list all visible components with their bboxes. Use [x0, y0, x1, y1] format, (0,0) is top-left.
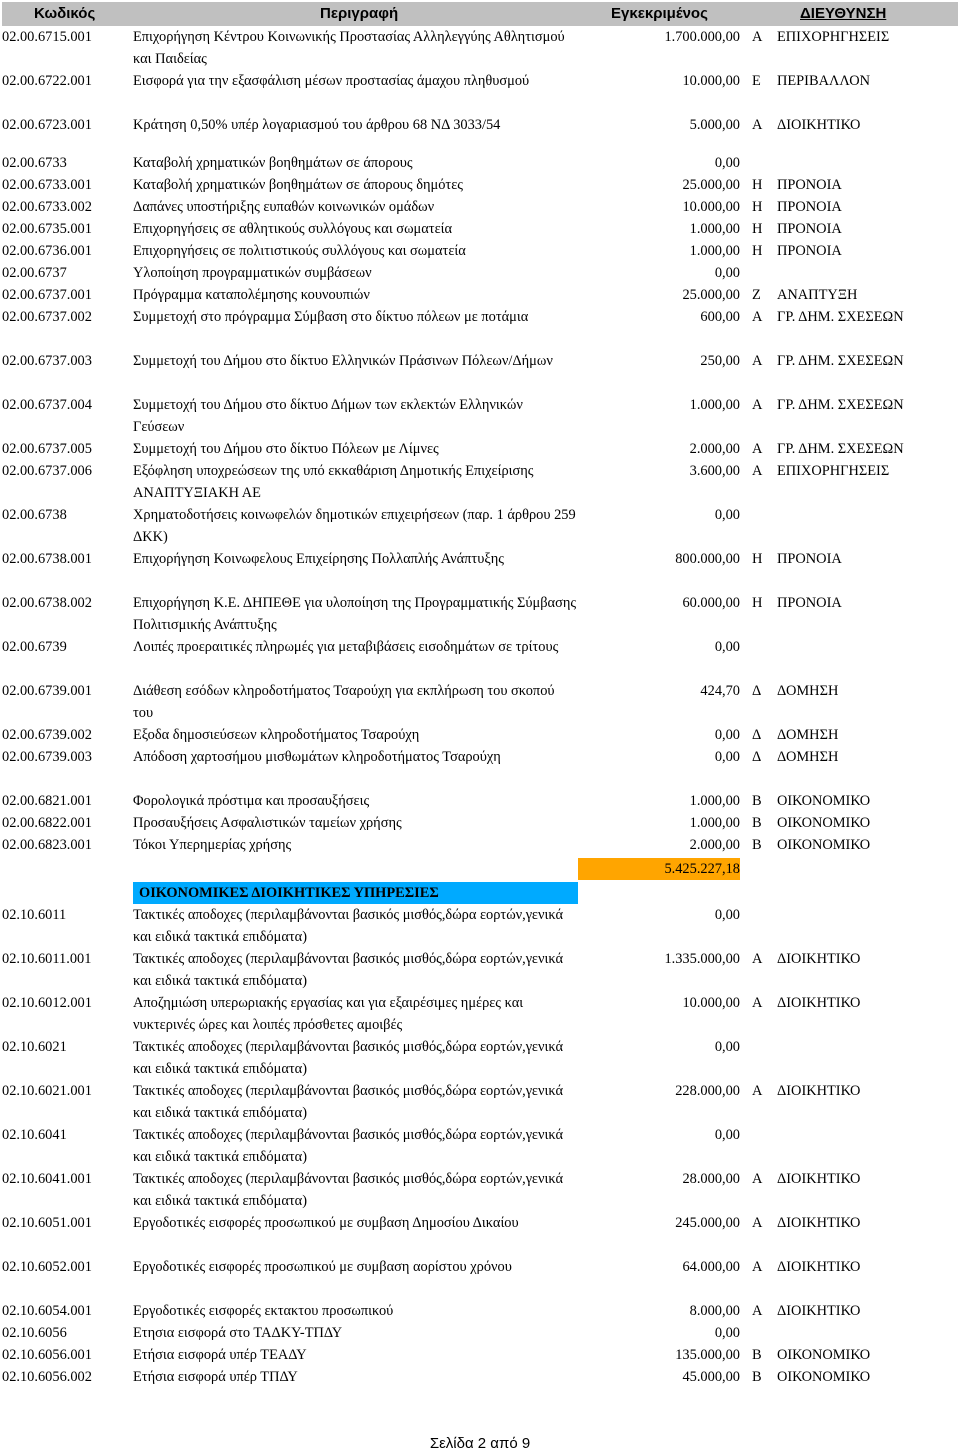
row-directorate: ΓΡ. ΔΗΜ. ΣΧΕΣΕΩΝ [777, 353, 904, 369]
row-amount: 135.000,00 [675, 1347, 740, 1363]
row-description: Εξόφληση υποχρεώσεων της υπό εκκαθάριση Δημοτικής Επιχείρισης ΑΝΑΠΤΥΞΙΑΚΗ ΑΕ [133, 463, 534, 501]
row-code: 02.00.6738.002 [2, 595, 92, 611]
table-row [2, 350, 958, 394]
row-directorate: ΟΙΚΟΝΟΜΙΚΟ [777, 1369, 871, 1385]
row-amount: 1.000,00 [689, 221, 740, 237]
row-description: Εργοδοτικές εισφορές προσωπικού με συμβαση αορίστου χρόνου [133, 1259, 512, 1275]
table-row [2, 1344, 958, 1366]
row-description: Τακτικές αποδοχες (περιλαμβάνονται βασικός μισθός,δώρα εορτών,γενικά και ειδικά τακτικά επιδόματα) [133, 1083, 563, 1121]
row-amount: 5.000,00 [689, 117, 740, 133]
row-amount: 10.000,00 [682, 995, 740, 1011]
row-directorate: ΔΙΟΙΚΗΤΙΚΟ [777, 1083, 861, 1099]
row-amount: 1.335.000,00 [664, 951, 740, 967]
row-description: Προσαυξήσεις Ασφαλιστικών ταμείων χρήσης [133, 815, 402, 831]
row-letter: Η [752, 199, 763, 215]
row-description: Επιχορήγηση Κέντρου Κοινωνικής Προστασίας Αλληλεγγύης Αθλητισμού και Παιδείας [133, 29, 565, 67]
row-code: 02.00.6821.001 [2, 793, 92, 809]
row-amount: 10.000,00 [682, 73, 740, 89]
row-letter: Α [752, 1303, 763, 1319]
row-code: 02.00.6737 [2, 265, 67, 281]
row-directorate: ΔΟΜΗΣΗ [777, 683, 839, 699]
row-description: Τακτικές αποδοχες (περιλαμβάνονται βασικός μισθός,δώρα εορτών,γενικά και ειδικά τακτικά επιδόματα) [133, 1127, 563, 1165]
row-letter: Α [752, 353, 763, 369]
row-code: 02.00.6737.004 [2, 397, 92, 413]
row-directorate: ΠΡΟΝΟΙΑ [777, 221, 842, 237]
table-row [2, 548, 958, 570]
header-directorate: ΔΙΕΥΘΥΝΣΗ [800, 5, 887, 22]
row-code: 02.00.6737.006 [2, 463, 92, 479]
row-amount: 0,00 [714, 749, 740, 765]
row-description: Επιχορήγηση Κοινωφελους Επιχείρησης Πολλαπλής Ανάπτυξης [133, 551, 504, 567]
header-code: Κωδικός [34, 5, 96, 22]
row-code: 02.10.6054.001 [2, 1303, 92, 1319]
row-description: Τόκοι Υπερημερίας χρήσης [133, 837, 292, 853]
row-description: Εισφορά για την εξασφάλιση μέσων προστασίας άμαχου πληθυσμού [133, 73, 530, 89]
row-code: 02.10.6051.001 [2, 1215, 92, 1231]
row-code: 02.00.6739 [2, 639, 67, 655]
row-description: Εξοδα δημοσιεύσεων κληροδοτήματος Τσαρούχη [133, 727, 420, 743]
row-letter: Β [752, 1369, 762, 1385]
row-description: Καταβολή χρηματικών βοηθημάτων σε άπορους δημότες [133, 177, 463, 193]
table-body [2, 26, 958, 1388]
row-code: 02.10.6012.001 [2, 995, 92, 1011]
row-amount: 1.700.000,00 [664, 29, 740, 45]
row-directorate: ΔΙΟΙΚΗΤΙΚΟ [777, 117, 861, 133]
row-amount: 245.000,00 [675, 1215, 740, 1231]
row-letter: Η [752, 177, 763, 193]
total-row [2, 858, 958, 880]
row-amount: 0,00 [714, 639, 740, 655]
row-letter: Δ [752, 727, 762, 743]
row-code: 02.10.6056 [2, 1325, 67, 1341]
row-directorate: ΔΙΟΙΚΗΤΙΚΟ [777, 1171, 861, 1187]
row-letter: Β [752, 793, 762, 809]
table-row [2, 1080, 958, 1124]
row-letter: Α [752, 441, 763, 457]
table-row [2, 1300, 958, 1322]
row-description: Πρόγραμμα καταπολέμησης κουνουπιών [133, 287, 370, 303]
table-row [2, 992, 958, 1036]
row-code: 02.10.6021.001 [2, 1083, 92, 1099]
row-directorate: ΟΙΚΟΝΟΜΙΚΟ [777, 793, 871, 809]
row-amount: 64.000,00 [682, 1259, 740, 1275]
table-row [2, 1212, 958, 1256]
row-directorate: ΓΡ. ΔΗΜ. ΣΧΕΣΕΩΝ [777, 397, 904, 413]
row-directorate: ΔΟΜΗΣΗ [777, 749, 839, 765]
table-row [2, 262, 958, 284]
table-row [2, 26, 958, 70]
row-amount: 1.000,00 [689, 815, 740, 831]
table-row [2, 790, 958, 812]
row-code: 02.10.6041 [2, 1127, 67, 1143]
row-directorate: ΔΙΟΙΚΗΤΙΚΟ [777, 1303, 861, 1319]
row-amount: 8.000,00 [689, 1303, 740, 1319]
table-row [2, 196, 958, 218]
row-letter: Α [752, 463, 763, 479]
table-row [2, 152, 958, 174]
row-amount: 0,00 [714, 507, 740, 523]
table-row [2, 174, 958, 196]
row-directorate: ΠΡΟΝΟΙΑ [777, 177, 842, 193]
row-code: 02.10.6041.001 [2, 1171, 92, 1187]
table-row [2, 1256, 958, 1300]
row-letter: Α [752, 1259, 763, 1275]
row-code: 02.10.6056.001 [2, 1347, 92, 1363]
row-description: Επιχορήγηση Κ.Ε. ΔΗΠΕΘΕ για υλοποίηση της Προγραμματικής Σύμβασης Πολιτισμικής Ανάπτυξης [133, 595, 577, 633]
row-description: Συμμετοχή του Δήμου στο δίκτυο Ελληνικών Πράσινων Πόλεων/Δήμων [133, 353, 553, 369]
row-amount: 3.600,00 [689, 463, 740, 479]
section-title: ΟΙΚΟΝΟΜΙΚΕΣ ΔΙΟΙΚΗΤΙΚΕΣ ΥΠΗΡΕΣΙΕΣ [139, 885, 439, 901]
row-directorate: ΟΙΚΟΝΟΜΙΚΟ [777, 815, 871, 831]
row-amount: 1.000,00 [689, 793, 740, 809]
table-row [2, 306, 958, 350]
row-description: Δαπάνες υποστήριξης ευπαθών κοινωνικών ομάδων [133, 199, 435, 215]
row-letter: Α [752, 117, 763, 133]
row-amount: 25.000,00 [682, 177, 740, 193]
row-code: 02.00.6739.003 [2, 749, 92, 765]
row-code: 02.00.6737.002 [2, 309, 92, 325]
row-letter: Α [752, 1215, 763, 1231]
row-code: 02.00.6735.001 [2, 221, 92, 237]
table-row [2, 240, 958, 262]
row-amount: 0,00 [714, 1127, 740, 1143]
row-description: Χρηματοδοτήσεις κοινωφελών δημοτικών επιχειρήσεων (παρ. 1 άρθρου 259 ΔΚΚ) [133, 507, 576, 545]
row-letter: Δ [752, 683, 762, 699]
row-directorate: ΔΙΟΙΚΗΤΙΚΟ [777, 1215, 861, 1231]
row-description: Αποζημιώση υπερωριακής εργασίας και για εξαιρέσιμες ημέρες και νυκτερινές ώρες και λοιπές πρόσθετες αμοιβές [133, 995, 524, 1033]
table-row [2, 218, 958, 240]
table-row [2, 592, 958, 636]
row-code: 02.10.6021 [2, 1039, 67, 1055]
table-row [2, 1036, 958, 1080]
table-row [2, 70, 958, 114]
row-code: 02.10.6056.002 [2, 1369, 92, 1385]
row-code: 02.00.6733.001 [2, 177, 92, 193]
row-directorate: ΔΙΟΙΚΗΤΙΚΟ [777, 1259, 861, 1275]
row-code: 02.00.6723.001 [2, 117, 92, 133]
row-code: 02.00.6733 [2, 155, 67, 171]
row-description: Καταβολή χρηματικών βοηθημάτων σε άπορους [133, 155, 413, 171]
row-amount: 800.000,00 [675, 551, 740, 567]
header-description: Περιγραφή [320, 5, 399, 22]
row-code: 02.00.6715.001 [2, 29, 92, 45]
table-row [2, 904, 958, 948]
row-code: 02.00.6738 [2, 507, 67, 523]
row-letter: Α [752, 1083, 763, 1099]
table-row [2, 1366, 958, 1388]
row-code: 02.00.6739.002 [2, 727, 92, 743]
row-directorate: ΕΠΙΧΟΡΗΓΗΣΕΙΣ [777, 29, 890, 45]
table-row [2, 680, 958, 724]
row-letter: Η [752, 595, 763, 611]
row-amount: 250,00 [700, 353, 740, 369]
row-letter: Β [752, 837, 762, 853]
row-description: Λοιπές προεραιτικές πληρωμές για μεταβιβάσεις εισοδημάτων σε τρίτους [133, 639, 559, 655]
section-row [2, 882, 958, 904]
row-amount: 600,00 [700, 309, 740, 325]
page-footer: Σελίδα 2 από 9 [429, 1435, 531, 1452]
row-amount: 2.000,00 [689, 837, 740, 853]
row-amount: 10.000,00 [682, 199, 740, 215]
row-directorate: ΠΡΟΝΟΙΑ [777, 551, 842, 567]
row-code: 02.00.6739.001 [2, 683, 92, 699]
row-letter: Η [752, 551, 763, 567]
row-code: 02.00.6737.005 [2, 441, 92, 457]
table-row [2, 1322, 958, 1344]
row-directorate: ΠΡΟΝΟΙΑ [777, 199, 842, 215]
row-description: Κράτηση 0,50% υπέρ λογαριασμού του άρθρου 68 ΝΔ 3033/54 [133, 117, 501, 133]
row-letter: Δ [752, 749, 762, 765]
row-directorate: ΠΕΡΙΒΑΛΛΟΝ [777, 73, 871, 89]
row-amount: 25.000,00 [682, 287, 740, 303]
row-description: Τακτικές αποδοχες (περιλαμβάνονται βασικός μισθός,δώρα εορτών,γενικά και ειδικά τακτικά επιδόματα) [133, 1039, 563, 1077]
row-amount: 228.000,00 [675, 1083, 740, 1099]
row-description: Ετησια εισφορά στο ΤΑΔΚΥ-ΤΠΔΥ [133, 1325, 343, 1341]
row-amount: 0,00 [714, 1039, 740, 1055]
row-code: 02.00.6737.001 [2, 287, 92, 303]
table-header [2, 2, 958, 26]
row-code: 02.00.6738.001 [2, 551, 92, 567]
row-directorate: ΓΡ. ΔΗΜ. ΣΧΕΣΕΩΝ [777, 441, 904, 457]
row-amount: 1.000,00 [689, 397, 740, 413]
row-amount: 0,00 [714, 265, 740, 281]
table-row [2, 504, 958, 548]
row-description: Ετήσια εισφορά υπέρ ΤΠΔΥ [133, 1369, 298, 1385]
row-letter: Η [752, 243, 763, 259]
row-directorate: ΟΙΚΟΝΟΜΙΚΟ [777, 1347, 871, 1363]
row-code: 02.10.6011.001 [2, 951, 92, 967]
row-description: Επιχορηγήσεις σε πολιτιστικούς συλλόγους και σωματεία [133, 243, 466, 259]
table-row [2, 460, 958, 504]
table-row [2, 948, 958, 992]
row-letter: Ε [752, 73, 761, 89]
row-description: Διάθεση εσόδων κληροδοτήματος Τσαρούχη για εκπλήρωση του σκοπού του [133, 683, 555, 721]
table-row [2, 284, 958, 306]
row-directorate: ΠΡΟΝΟΙΑ [777, 595, 842, 611]
row-letter: Β [752, 1347, 762, 1363]
row-directorate: ΓΡ. ΔΗΜ. ΣΧΕΣΕΩΝ [777, 309, 904, 325]
row-code: 02.00.6733.002 [2, 199, 92, 215]
row-code: 02.00.6737.003 [2, 353, 92, 369]
row-amount: 45.000,00 [682, 1369, 740, 1385]
table-row [2, 746, 958, 768]
row-code: 02.00.6722.001 [2, 73, 92, 89]
table-row [2, 724, 958, 746]
row-description: Ετήσια εισφορά υπέρ ΤΕΑΔΥ [133, 1347, 307, 1363]
row-description: Συμμετοχή στο πρόγραμμα Σύμβαση στο δίκτυο πόλεων με ποτάμια [133, 309, 529, 325]
row-description: Απόδοση χαρτοσήμου μισθωμάτων κληροδοτήματος Τσαρούχη [133, 749, 501, 765]
row-amount: 1.000,00 [689, 243, 740, 259]
row-letter: Η [752, 221, 763, 237]
total-amount: 5.425.227,18 [664, 861, 740, 877]
row-amount: 0,00 [714, 727, 740, 743]
row-code: 02.00.6822.001 [2, 815, 92, 831]
row-letter: Ζ [752, 287, 761, 303]
row-letter: Α [752, 1171, 763, 1187]
row-letter: Α [752, 951, 763, 967]
table-row [2, 812, 958, 834]
table-row [2, 636, 958, 680]
row-amount: 2.000,00 [689, 441, 740, 457]
row-directorate: ΠΡΟΝΟΙΑ [777, 243, 842, 259]
table-row [2, 394, 958, 438]
table-row [2, 438, 958, 460]
row-directorate: ΟΙΚΟΝΟΜΙΚΟ [777, 837, 871, 853]
section-title-box [133, 882, 578, 904]
row-amount: 0,00 [714, 907, 740, 923]
row-amount: 424,70 [700, 683, 740, 699]
row-letter: Α [752, 29, 763, 45]
row-description: Υλοποίηση προγραμματικών συμβάσεων [133, 265, 372, 281]
row-code: 02.10.6052.001 [2, 1259, 92, 1275]
row-amount: 60.000,00 [682, 595, 740, 611]
row-directorate: ΕΠΙΧΟΡΗΓΗΣΕΙΣ [777, 463, 890, 479]
row-code: 02.10.6011 [2, 907, 67, 923]
table-row [2, 1168, 958, 1212]
row-description: Τακτικές αποδοχες (περιλαμβάνονται βασικός μισθός,δώρα εορτών,γενικά και ειδικά τακτικά επιδόματα) [133, 1171, 563, 1209]
row-code: 02.00.6736.001 [2, 243, 92, 259]
table-row [2, 1124, 958, 1168]
row-description: Συμμετοχή του Δήμου στο δίκτυο Δήμων των εκλεκτών Ελληνικών Γεύσεων [133, 397, 523, 435]
row-amount: 28.000,00 [682, 1171, 740, 1187]
row-directorate: ΔΟΜΗΣΗ [777, 727, 839, 743]
row-description: Επιχορηγήσεις σε αθλητικούς συλλόγους και σωματεία [133, 221, 453, 237]
table-row [2, 834, 958, 856]
header-approved: Εγκεκριμένος [611, 5, 708, 22]
row-description: Εργοδοτικές εισφορές εκτακτου προσωπικού [133, 1303, 394, 1319]
row-letter: Α [752, 397, 763, 413]
row-directorate: ΔΙΟΙΚΗΤΙΚΟ [777, 951, 861, 967]
row-description: Εργοδοτικές εισφορές προσωπικού με συμβαση Δημοσίου Δικαίου [133, 1215, 519, 1231]
row-letter: Β [752, 815, 762, 831]
row-letter: Α [752, 995, 763, 1011]
row-description: Τακτικές αποδοχες (περιλαμβάνονται βασικός μισθός,δώρα εορτών,γενικά και ειδικά τακτικά επιδόματα) [133, 907, 563, 945]
row-description: Συμμετοχή του Δήμου στο δίκτυο Πόλεων με Λίμνες [133, 441, 439, 457]
row-directorate: ΔΙΟΙΚΗΤΙΚΟ [777, 995, 861, 1011]
row-letter: Α [752, 309, 763, 325]
row-description: Φορολογικά πρόστιμα και προσαυξήσεις [133, 793, 370, 809]
budget-document [2, 2, 958, 1388]
table-row [2, 114, 958, 136]
row-amount: 0,00 [714, 155, 740, 171]
row-code: 02.00.6823.001 [2, 837, 92, 853]
row-amount: 0,00 [714, 1325, 740, 1341]
row-description: Τακτικές αποδοχες (περιλαμβάνονται βασικός μισθός,δώρα εορτών,γενικά και ειδικά τακτικά επιδόματα) [133, 951, 563, 989]
row-directorate: ΑΝΑΠΤΥΞΗ [777, 287, 858, 303]
